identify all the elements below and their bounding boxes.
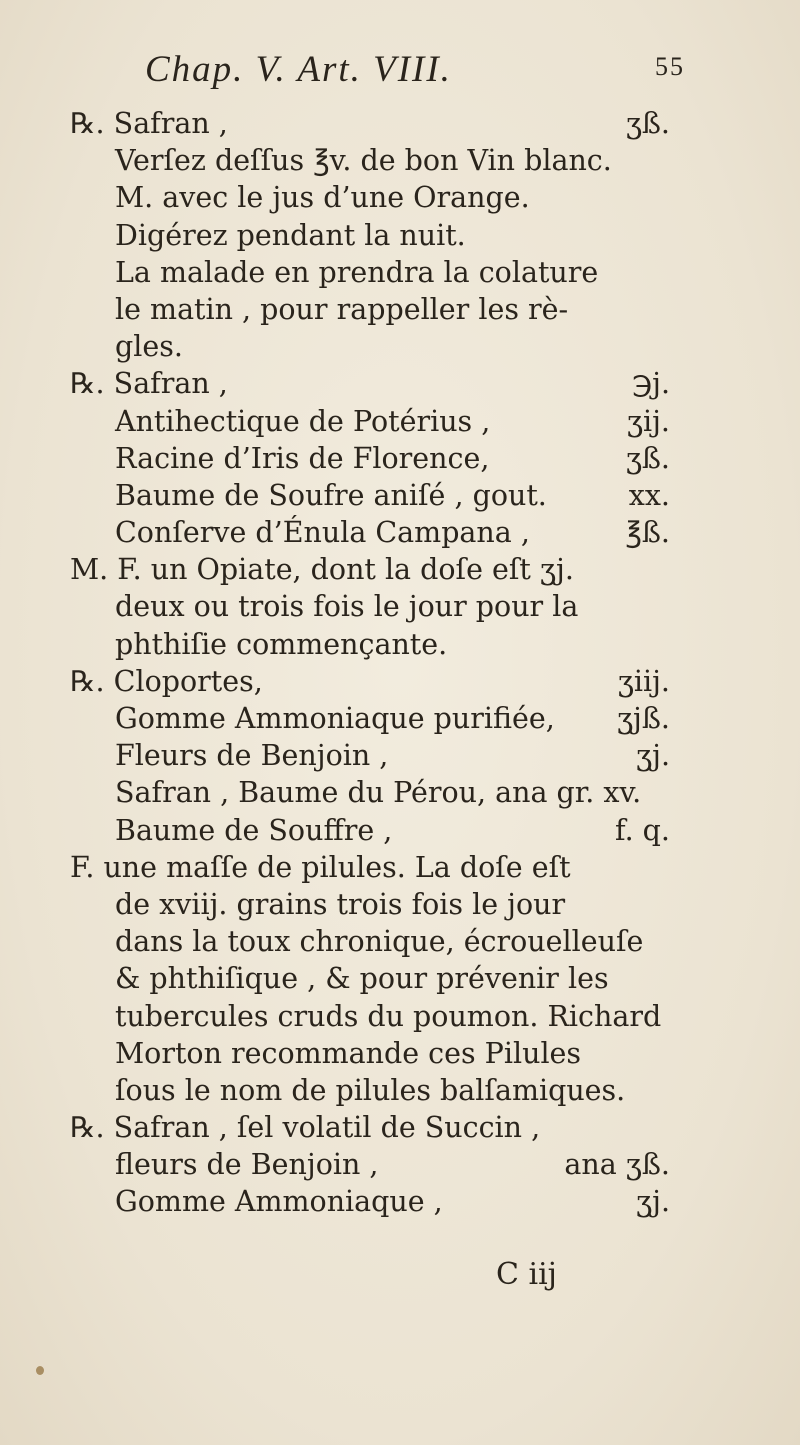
recipe-line: Conſerve d’Énula Campana , ℥ß.	[70, 514, 670, 551]
recipe-line: Gomme Ammoniaque , ʒj.	[70, 1183, 670, 1220]
recipe-line: Baume de Soufre aniſé , gout. xx.	[70, 477, 670, 514]
text-line: dans la toux chronique, écrouelleuſe	[115, 925, 644, 959]
text-line: phthiſie commençante.	[115, 627, 448, 661]
recipe-line: ℞. Cloportes, ʒiij.	[70, 663, 670, 700]
running-head-title: Chap. V. Art. VIII.	[145, 49, 452, 90]
dose: ana ʒß.	[564, 1148, 670, 1182]
text-line: Safran , Baume du Pérou, ana gr. xv.	[115, 776, 642, 810]
text-line: La malade en prendra la colature	[115, 255, 599, 289]
text-line: M. F. un Opiate, dont la doſe eſt ʒj.	[70, 553, 574, 587]
recipe-line: Gomme Ammoniaque purifiée, ʒjß.	[70, 700, 670, 737]
dose: ℈j.	[632, 367, 670, 401]
recipe-line: ℞. Safran , ℈j.	[70, 365, 670, 402]
text-line: ſous le nom de pilules balſamiques.	[115, 1073, 626, 1107]
recipe-line: Antihectique de Potérius , ʒij.	[70, 403, 670, 440]
running-head	[145, 48, 685, 91]
recipe-line: fleurs de Benjoin , ana ʒß.	[70, 1146, 670, 1183]
text-line: le matin , pour rappeller les rè-	[115, 292, 569, 326]
page-number: 55	[655, 52, 685, 81]
recipe-line: ℞. Safran , ſel volatil de Succin ,	[70, 1111, 541, 1145]
text-line: de xviij. grains trois fois le jour	[115, 887, 566, 921]
text-line: Morton recommande ces Pilules	[115, 1036, 582, 1070]
dose: ʒß.	[625, 441, 670, 475]
text-line: gles.	[115, 330, 183, 364]
dose: ʒj.	[636, 1185, 670, 1219]
text-line: Verſez deſſus ℥v. de bon Vin blanc.	[115, 144, 612, 178]
dose: ʒß.	[625, 107, 670, 140]
recipe-line: Baume de Souffre , f. q.	[70, 812, 670, 849]
ink-stain	[36, 1366, 44, 1375]
body-text	[70, 105, 670, 1221]
text-line: M. avec le jus d’une Orange.	[115, 181, 530, 215]
recipe-line: Fleurs de Benjoin , ʒj.	[70, 737, 670, 774]
recipe-line: ℞. Safran , ʒß.	[70, 105, 670, 142]
text-line: F. une maſſe de pilules. La doſe eſt	[70, 850, 571, 884]
signature-mark: C iij	[496, 1257, 557, 1292]
text-line: deux ou trois fois le jour pour la	[115, 590, 579, 624]
text-line: Digérez pendant la nuit.	[115, 218, 466, 252]
dose: xx.	[628, 478, 670, 512]
dose: ʒiij.	[617, 664, 670, 698]
dose: ʒjß.	[616, 702, 670, 735]
text-line: tubercules cruds du poumon. Richard	[115, 999, 662, 1033]
dose: ʒj.	[636, 739, 670, 773]
dose: ℥ß.	[625, 516, 670, 550]
text-line: & phthiſique , & pour prévenir les	[115, 962, 609, 996]
recipe-line: Racine d’Iris de Florence, ʒß.	[70, 440, 670, 477]
dose: ʒij.	[626, 404, 670, 438]
dose: f. q.	[615, 813, 670, 847]
